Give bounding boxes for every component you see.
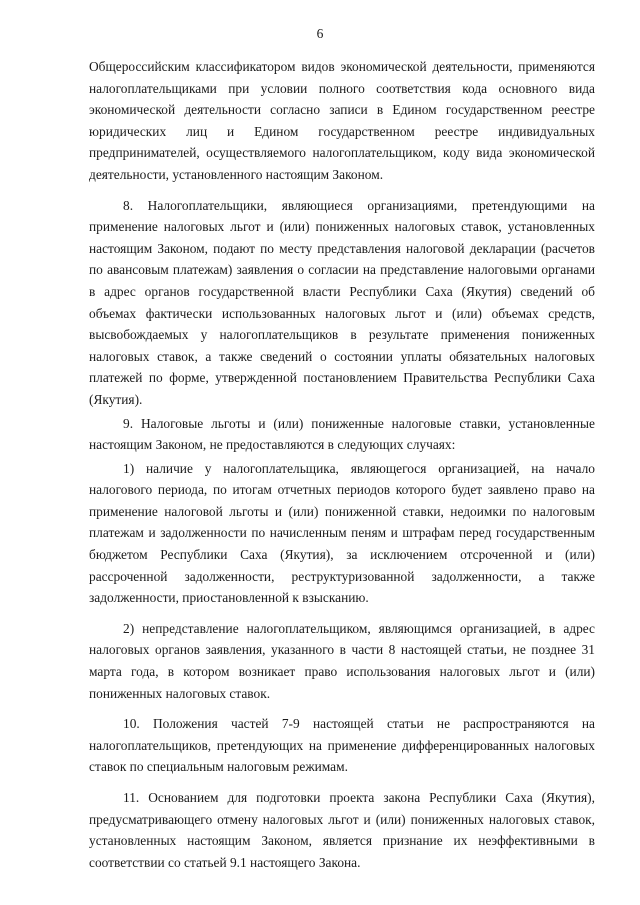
paragraph-clause-8: 8. Налогоплательщики, являющиеся организациями, претендующими на применение налоговых льгот и (или) пониженных налоговых ставок, установленных настоящим Законом, подают по месту представления налоговой декларации (расчетов по авансовым платежам) заявления о согласии на представление налоговыми органами в адрес органов государственной власти Республики Саха (Якутия) сведений об объемах фактически использованных налоговых льгот и (или) объемах средств, высвобождаемых у налогоплательщиков в результате применения пониженных налоговых ставок, а также сведений о состоянии уплаты обязательных налоговых платежей по форме, утвержденной постановлением Правительства Республики Саха (Якутия). [89,197,595,407]
document-body [89,56,595,873]
paragraph-item-2: 2) непредставление налогоплательщиком, являющимся организацией, в адрес налоговых органов заявления, указанного в части 8 настоящей статьи, не позднее 31 марта года, в котором возникает право использования налоговых льгот и (или) пониженных налоговых ставок. [89,620,595,701]
paragraph-clause-11: 11. Основанием для подготовки проекта закона Республики Саха (Якутия), предусматривающего отмену налоговых льгот и (или) пониженных налоговых ставок, установленных настоящим Законом, является признание их неэффективными в соответствии со статьей 9.1 настоящего Закона. [89,790,595,870]
page-number: 6 [316,26,324,41]
paragraph-continuation: Общероссийским классификатором видов экономической деятельности, применяются налогоплательщиками при условии полного соответствия кода основного вида экономической деятельности согласно записи в Едином государственном реестре юридических лиц и Едином государственном реестре индивидуальных предпринимателей, осуществляемого налогоплательщиком, кoду вида экономической деятельности, установленного настоящим Законом. [89,59,595,182]
paragraph-item-1: 1) наличие у налогоплательщика, являющегося организацией, на начало налогового периода, по итогам отчетных периодов которого будет заявлено право на применение налоговой льготы и (или) пониженной ставки, недоимки по налоговым платежам и задолженности по начисленным пеням и штрафам перед государственным бюджетом Республики Саха (Якутия), за исключением отсроченной и (или) рассроченной задолженности, реструктуризованной задолженности, а также задолженности, приостановленной к взысканию. [89,460,595,606]
paragraph-clause-9: 9. Налоговые льготы и (или) пониженные налоговые ставки, установленные настоящим Законом, не предоставляются в следующих случаях: [89,415,595,453]
paragraph-clause-10: 10. Положения частей 7-9 настоящей статьи не распространяются на налогоплательщиков, претендующих на применение дифференцированных налоговых ставок по специальным налоговым режимам. [89,716,595,775]
